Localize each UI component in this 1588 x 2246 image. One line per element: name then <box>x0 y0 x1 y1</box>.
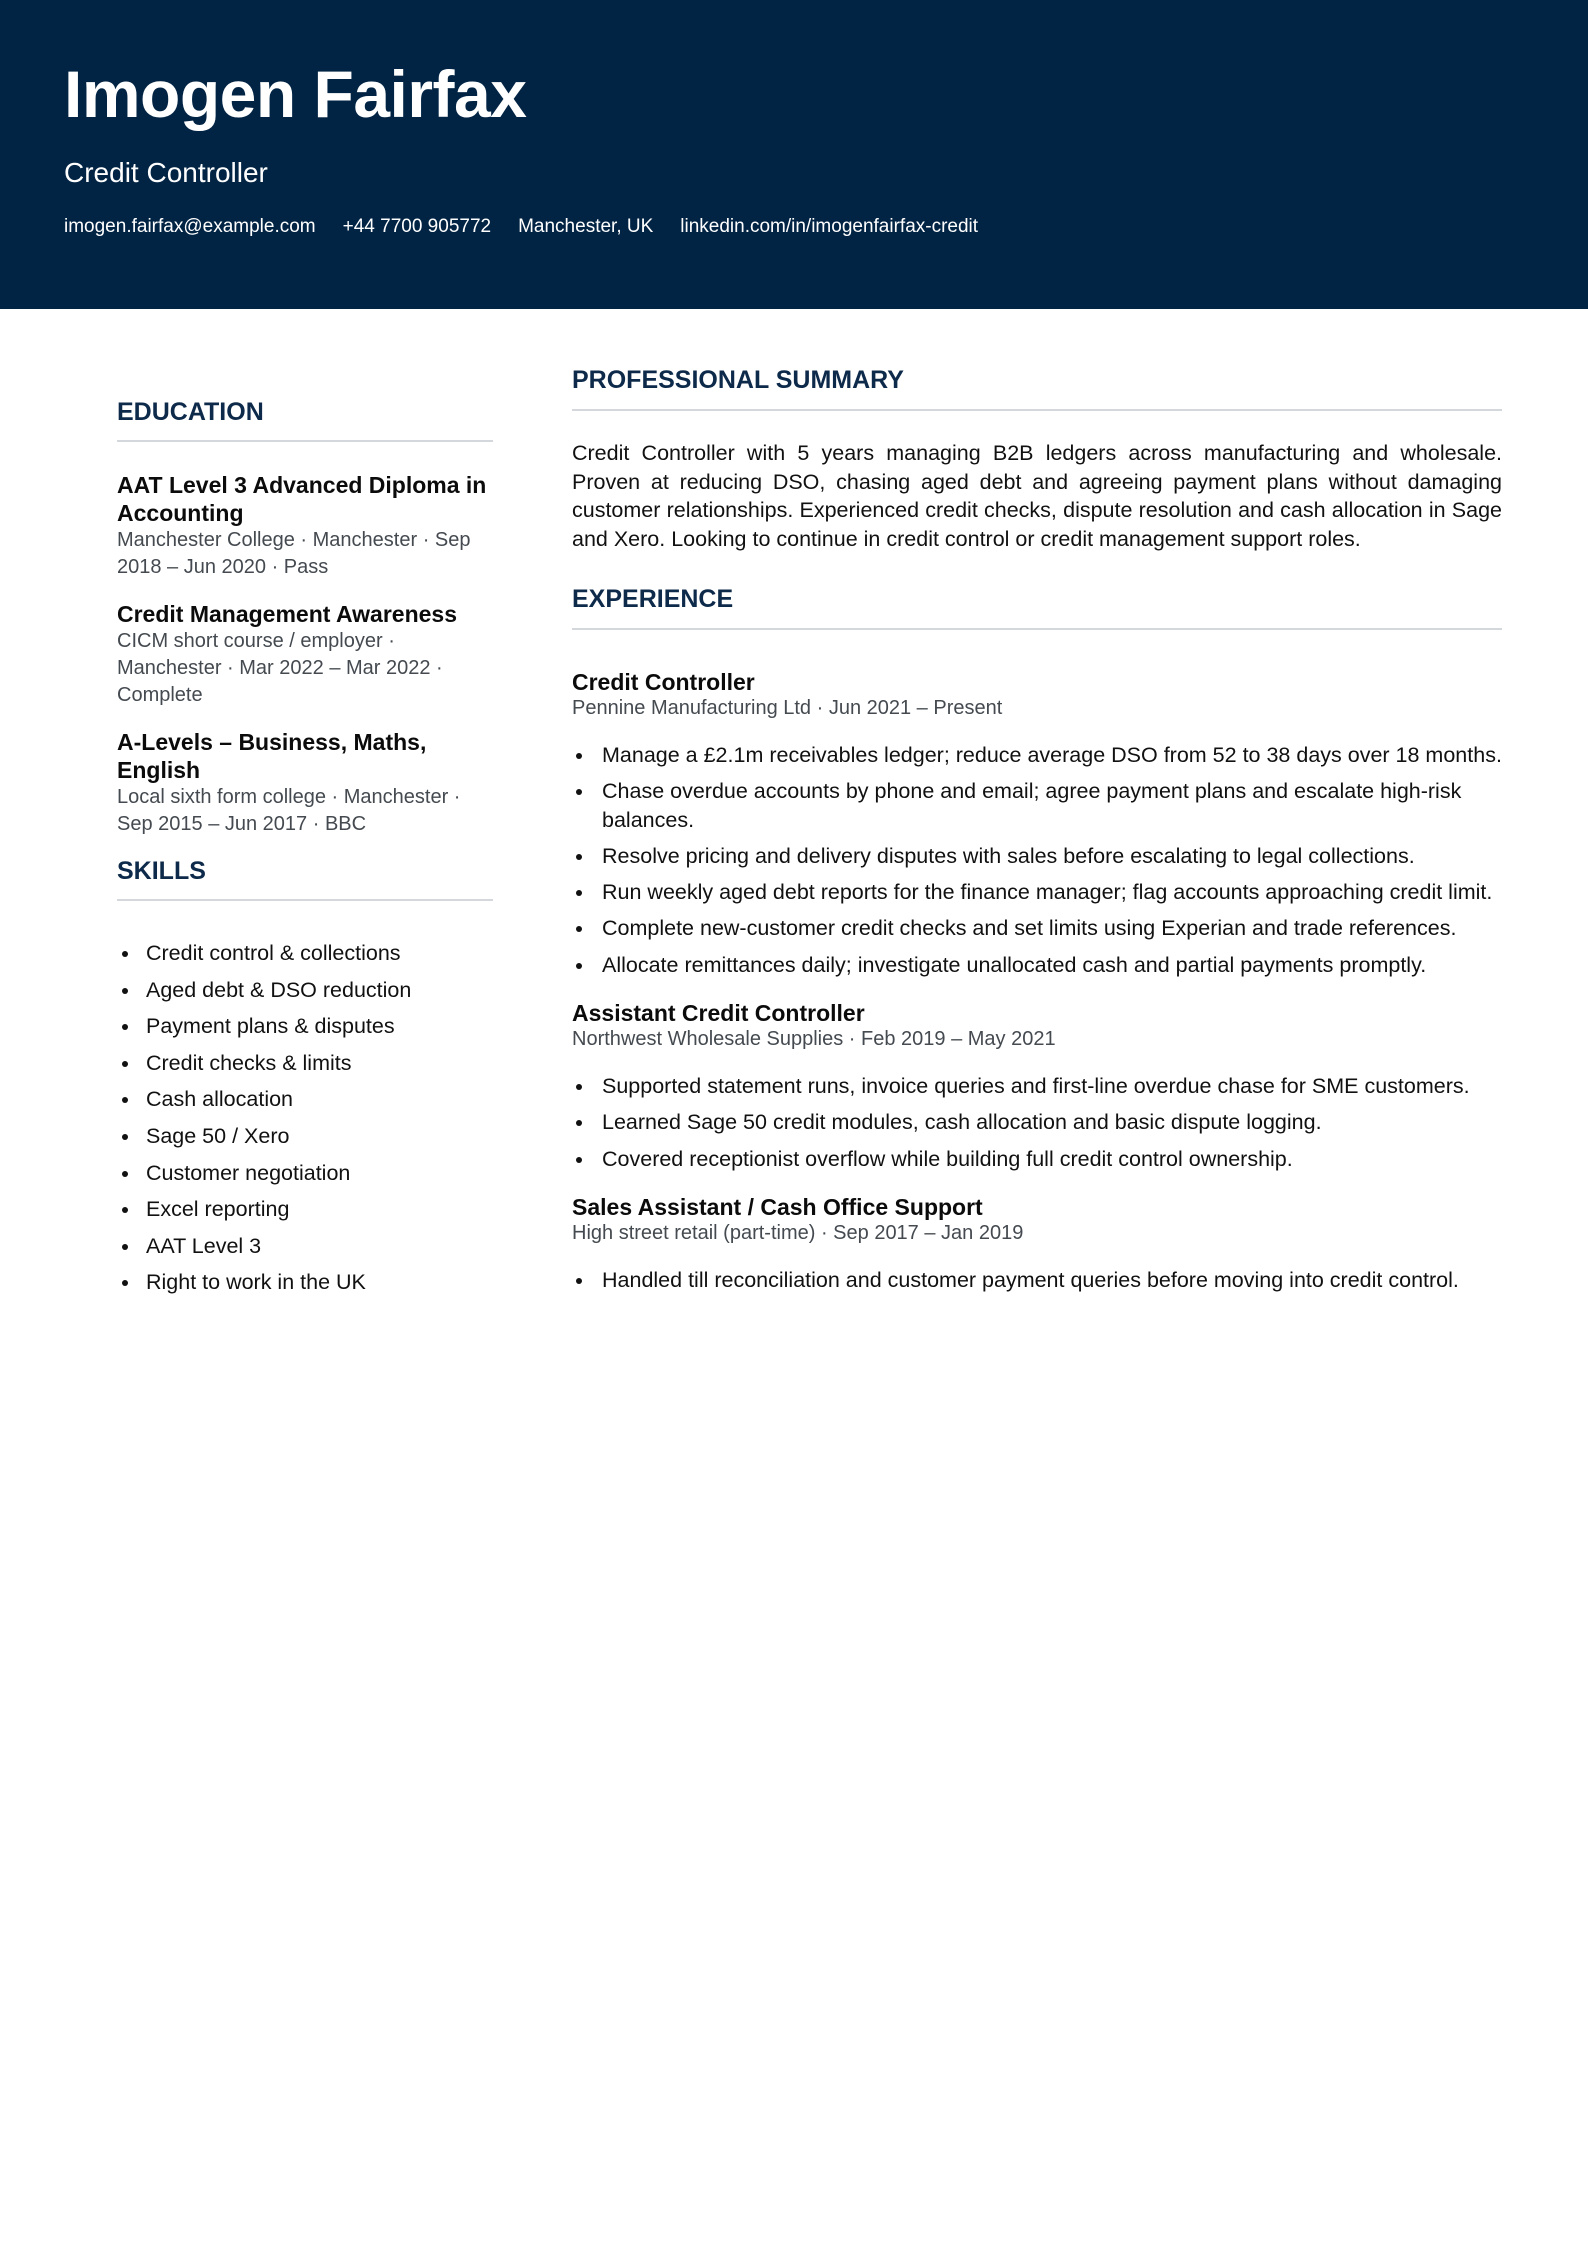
skill-item: Credit checks & limits <box>117 1045 493 1082</box>
skill-item: Payment plans & disputes <box>117 1008 493 1045</box>
job-bullet: Chase overdue accounts by phone and email; agree payment plans and escalate high-risk balances. <box>572 777 1502 834</box>
job-title: Credit Controller <box>572 668 755 695</box>
education-degree: A-Levels – Business, Maths, English <box>117 729 427 783</box>
education-item <box>117 471 493 581</box>
job-meta: Northwest Wholesale Supplies · Feb 2019 – May 2021 <box>572 1028 1056 1051</box>
job-meta: High street retail (part-time) · Sep 2017 – Jan 2019 <box>572 1222 1024 1245</box>
candidate-name: Imogen Fairfax <box>64 57 527 131</box>
education-list <box>117 471 493 838</box>
education-degree: Credit Management Awareness <box>117 601 458 627</box>
job-list <box>572 668 1502 1295</box>
section-title-education: EDUCATION <box>117 398 493 442</box>
job-meta: Pennine Manufacturing Ltd · Jun 2021 – Present <box>572 696 1003 719</box>
skill-item: Right to work in the UK <box>117 1264 493 1301</box>
skills-section <box>117 857 493 1301</box>
education-section <box>117 398 493 838</box>
education-item <box>117 600 493 709</box>
right-column <box>572 366 1502 1315</box>
left-column <box>117 398 493 1301</box>
job-entry <box>572 1193 1502 1295</box>
job-bullets <box>572 1072 1502 1173</box>
education-meta: Local sixth form college · Manchester · Sep 2015 – Jun 2017 · BBC <box>117 786 461 835</box>
education-meta: CICM short course / employer · Manchester · Mar 2022 – Mar 2022 · Complete <box>117 630 443 706</box>
skill-item: Cash allocation <box>117 1081 493 1118</box>
candidate-role: Credit Controller <box>64 157 268 188</box>
skill-item: Credit control & collections <box>117 935 493 972</box>
section-title-experience: EXPERIENCE <box>572 585 1502 630</box>
skill-item: AAT Level 3 <box>117 1228 493 1265</box>
skill-item: Aged debt & DSO reduction <box>117 972 493 1009</box>
job-bullet: Supported statement runs, invoice queries and first-line overdue chase for SME customers. <box>572 1072 1502 1101</box>
job-bullets <box>572 741 1502 979</box>
skill-item: Sage 50 / Xero <box>117 1118 493 1155</box>
experience-section <box>572 585 1502 1295</box>
job-bullet: Manage a £2.1m receivables ledger; reduce average DSO from 52 to 38 days over 18 months. <box>572 741 1502 770</box>
job-title: Sales Assistant / Cash Office Support <box>572 1194 983 1221</box>
job-entry <box>572 999 1502 1173</box>
section-title-skills: SKILLS <box>117 857 493 901</box>
skills-list <box>117 935 493 1301</box>
contact-bar <box>64 216 978 239</box>
job-title: Assistant Credit Controller <box>572 1000 865 1027</box>
contact-location: Manchester, UK <box>518 216 654 237</box>
skill-item: Customer negotiation <box>117 1155 493 1192</box>
contact-email[interactable]: imogen.fairfax@example.com <box>64 216 316 237</box>
summary-section <box>572 366 1502 554</box>
summary-text: Credit Controller with 5 years managing B2B ledgers across manufacturing and wholesale. Proven at reducing DSO, chasing aged debt and agreeing payment plans without damaging customer relationships. Experienced credit checks, dispute resolution and cash allocation in Sage and Xero. Looking to continue in credit control or credit management support roles. <box>572 441 1502 552</box>
job-bullet: Handled till reconciliation and customer payment queries before moving into credit control. <box>572 1266 1502 1295</box>
education-degree: AAT Level 3 Advanced Diploma in Accounting <box>117 472 487 526</box>
job-bullets <box>572 1266 1502 1295</box>
education-meta: Manchester College · Manchester · Sep 2018 – Jun 2020 · Pass <box>117 529 471 578</box>
resume-header <box>0 0 1588 309</box>
job-bullet: Run weekly aged debt reports for the finance manager; flag accounts approaching credit limit. <box>572 878 1502 907</box>
job-bullet: Learned Sage 50 credit modules, cash allocation and basic dispute logging. <box>572 1108 1502 1137</box>
job-entry <box>572 668 1502 979</box>
section-title-summary: PROFESSIONAL SUMMARY <box>572 366 1502 411</box>
contact-linkedin[interactable]: linkedin.com/in/imogenfairfax-credit <box>680 216 979 237</box>
skill-item: Excel reporting <box>117 1191 493 1228</box>
contact-phone[interactable]: +44 7700 905772 <box>342 216 492 237</box>
job-bullet: Allocate remittances daily; investigate unallocated cash and partial payments promptly. <box>572 951 1502 980</box>
education-item <box>117 728 493 838</box>
job-bullet: Resolve pricing and delivery disputes with sales before escalating to legal collections. <box>572 842 1502 871</box>
job-bullet: Complete new-customer credit checks and set limits using Experian and trade references. <box>572 914 1502 943</box>
job-bullet: Covered receptionist overflow while building full credit control ownership. <box>572 1145 1502 1174</box>
